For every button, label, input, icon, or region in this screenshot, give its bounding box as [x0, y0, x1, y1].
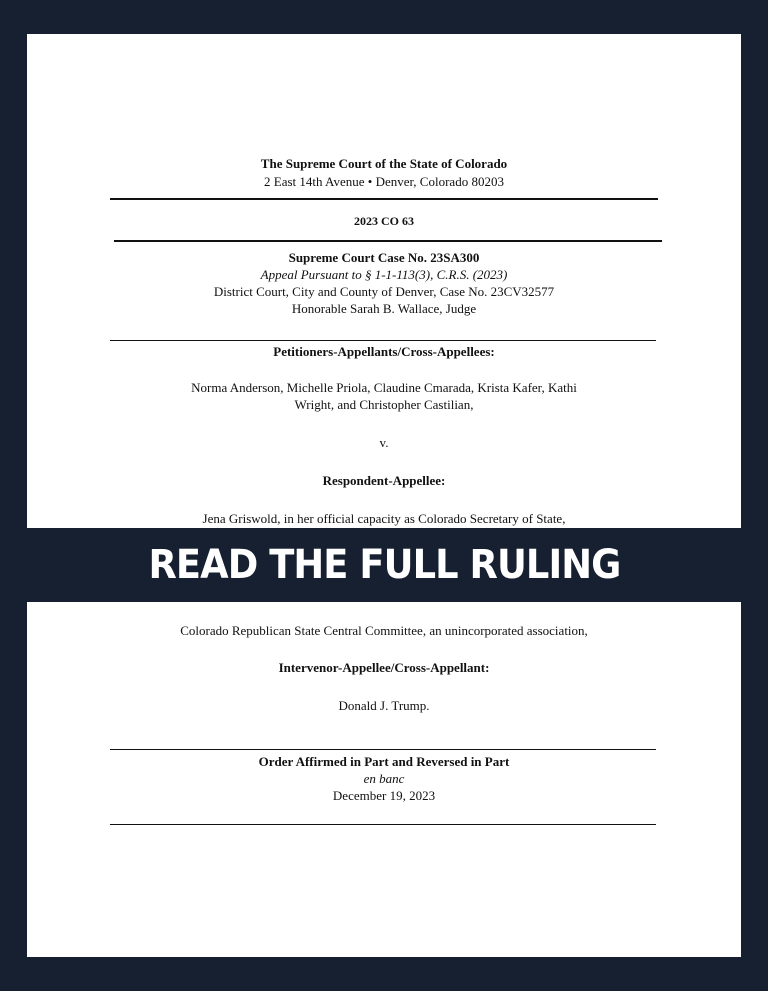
order-result: Order Affirmed in Part and Reversed in Part [258, 754, 510, 769]
case-number: Supreme Court Case No. 23SA300 [288, 250, 480, 265]
versus: v. [379, 435, 389, 450]
citation: 2023 CO 63 [354, 214, 414, 228]
respondent-label: Respondent-Appellee: [322, 473, 446, 488]
divider [110, 340, 656, 341]
divider [114, 240, 662, 242]
banner-label[interactable]: READ THE FULL RULING [148, 542, 620, 588]
divider [110, 824, 656, 825]
appeal-basis: Appeal Pursuant to § 1-1-113(3), C.R.S. (2023) [260, 267, 508, 282]
petitioners-label: Petitioners-Appellants/Cross-Appellees: [273, 344, 495, 359]
court-name: The Supreme Court of the State of Colorado [260, 156, 508, 171]
petitioners-names: Norma Anderson, Michelle Priola, Claudine Cmarada, Krista Kafer, Kathi [191, 380, 577, 395]
judge: Honorable Sarah B. Wallace, Judge [291, 301, 477, 316]
court-address: 2 East 14th Avenue • Denver, Colorado 80203 [264, 174, 504, 189]
read-full-ruling-banner[interactable] [0, 528, 768, 602]
order-date: December 19, 2023 [332, 788, 436, 803]
intervenor-name: Donald J. Trump. [338, 698, 430, 713]
district-court: District Court, City and County of Denver, Case No. 23CV32577 [213, 284, 555, 299]
order-bench: en banc [363, 771, 405, 786]
petitioners-names-cont: Wright, and Christopher Castilian, [294, 397, 474, 412]
respondent-name: Jena Griswold, in her official capacity as Colorado Secretary of State, [202, 511, 566, 526]
committee-name: Colorado Republican State Central Committee, an unincorporated association, [180, 623, 588, 638]
divider [110, 198, 658, 200]
intervenor-label: Intervenor-Appellee/Cross-Appellant: [278, 660, 490, 675]
divider [110, 749, 656, 750]
